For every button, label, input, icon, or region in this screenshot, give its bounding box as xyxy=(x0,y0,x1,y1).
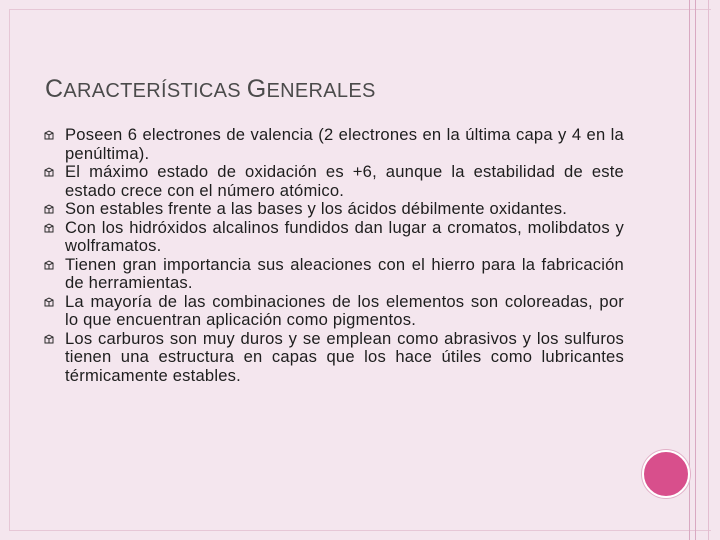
title-initial-2: G xyxy=(246,75,267,103)
open-box-bullet-icon xyxy=(44,223,54,233)
slide-title xyxy=(45,77,376,102)
frame-border-top xyxy=(9,9,711,10)
bullet-text: Con los hidróxidos alcalinos fundidos dan lugar a cromatos, molibdatos y wolframatos. xyxy=(65,217,624,255)
open-box-bullet-icon xyxy=(44,167,54,177)
bullet-item xyxy=(44,200,624,219)
bullet-text: La mayoría de las combinaciones de los elementos son coloreadas, por lo que encuentran aplicación como pigmentos. xyxy=(65,291,624,329)
decorative-circle xyxy=(642,450,690,498)
bullet-list xyxy=(44,126,624,385)
frame-line-right-3 xyxy=(708,0,709,540)
bullet-item xyxy=(44,256,624,293)
open-box-bullet-icon xyxy=(44,260,54,270)
bullet-text: El máximo estado de oxidación es +6, aunque la estabilidad de este estado crece con el número atómico. xyxy=(65,162,624,200)
bullet-item xyxy=(44,126,624,163)
open-box-bullet-icon xyxy=(44,297,54,307)
bullet-item xyxy=(44,330,624,386)
bullet-text: Tienen gran importancia sus aleaciones con el hierro para la fabricación de herramientas. xyxy=(65,254,624,292)
bullet-text: Los carburos son muy duros y se emplean como abrasivos y los sulfuros tienen una estructura en capas que los hace útiles como lubricantes térmicamente estables. xyxy=(65,328,624,385)
frame-border-bottom xyxy=(9,530,711,531)
frame-line-right-1 xyxy=(689,0,690,540)
frame-line-right-2 xyxy=(695,0,696,540)
open-box-bullet-icon xyxy=(44,130,54,140)
bullet-item xyxy=(44,163,624,200)
title-initial-1: C xyxy=(45,75,64,103)
bullet-text: Poseen 6 electrones de valencia (2 electrones en la última capa y 4 en la penúltima). xyxy=(65,125,624,163)
title-rest-1: ARACTERÍSTICAS xyxy=(63,80,247,102)
bullet-text: Son estables frente a las bases y los ácidos débilmente oxidantes. xyxy=(65,199,568,218)
title-rest-2: ENERALES xyxy=(266,80,376,102)
bullet-item xyxy=(44,219,624,256)
frame-border-left xyxy=(9,9,10,531)
open-box-bullet-icon xyxy=(44,204,54,214)
bullet-item xyxy=(44,293,624,330)
open-box-bullet-icon xyxy=(44,334,54,344)
